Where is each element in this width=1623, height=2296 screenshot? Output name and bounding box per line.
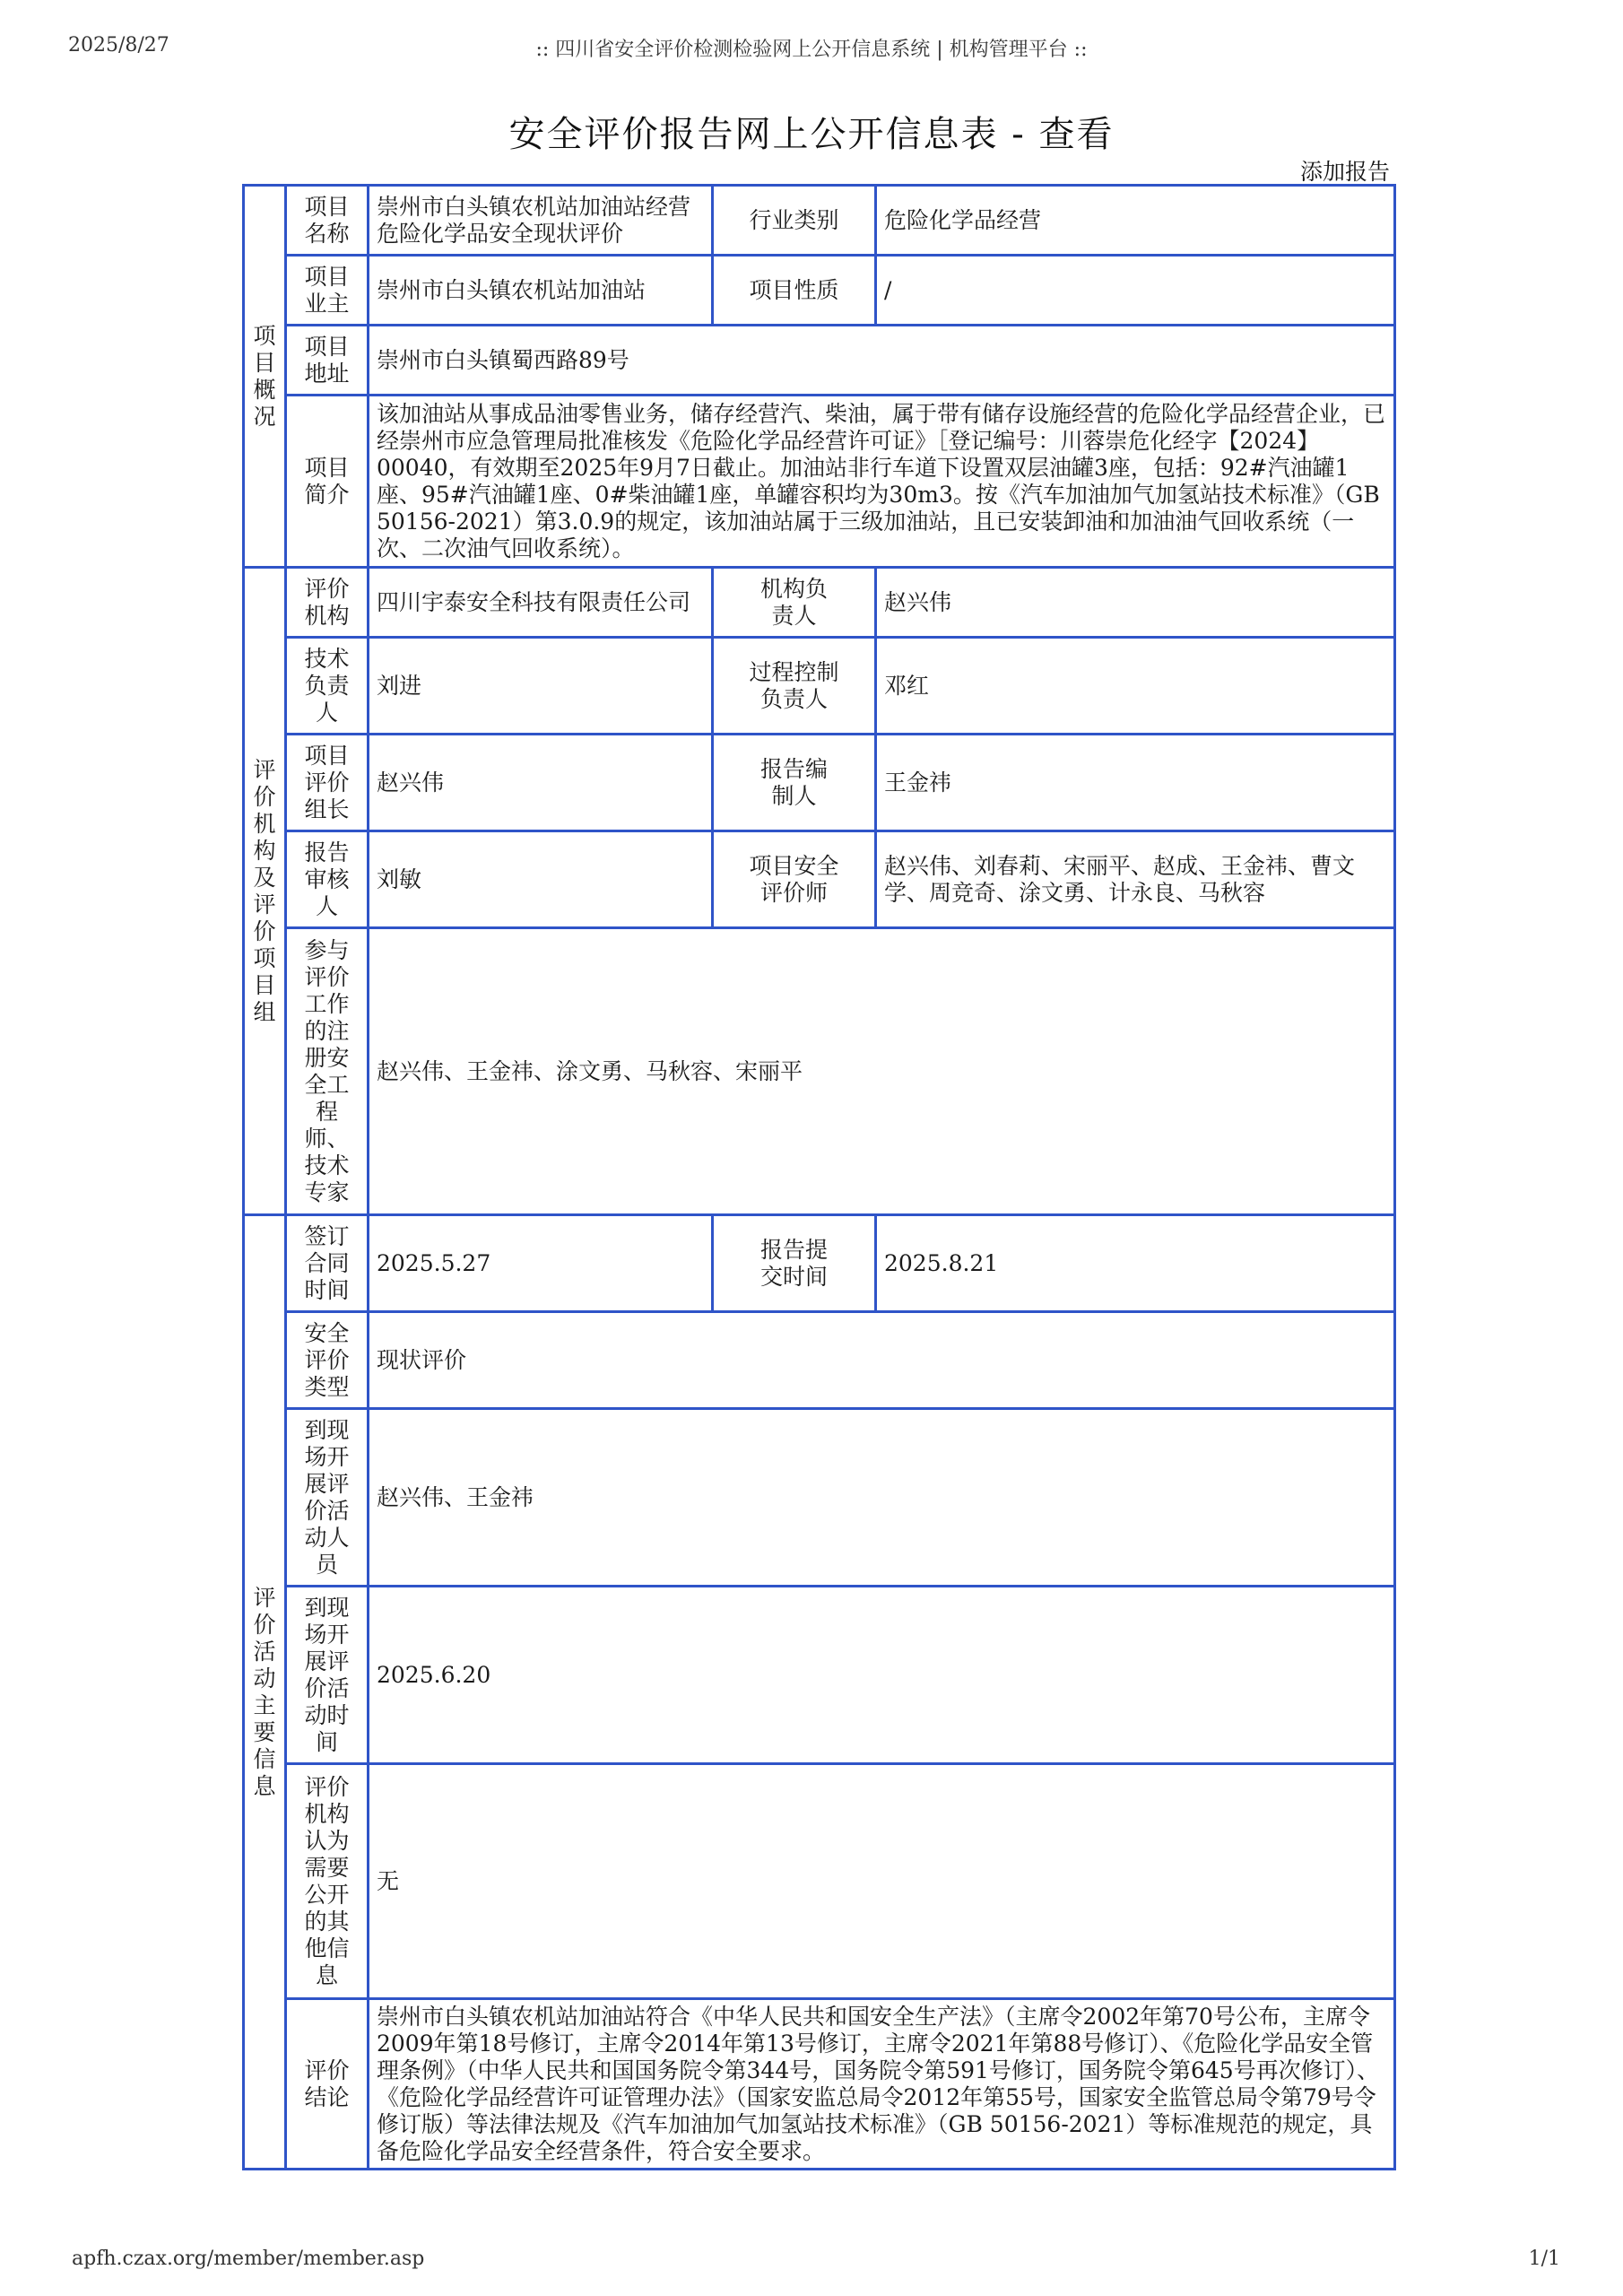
table-row [244, 735, 1395, 831]
table-row [244, 831, 1395, 928]
conclusion-label: 评价结论 [286, 1999, 369, 2170]
page-number: 1/1 [1528, 2248, 1560, 2270]
reviewer-value: 刘敏 [369, 831, 713, 928]
table-row [244, 1215, 1395, 1312]
table-row [244, 256, 1395, 326]
submit-time-label: 报告提交时间 [713, 1215, 876, 1312]
group-label-activity: 评价活动主要信息 [244, 1215, 286, 2170]
project-name-label: 项目名称 [286, 186, 369, 256]
engineers-value: 赵兴伟、王金祎、涂文勇、马秋容、宋丽平 [369, 928, 1395, 1215]
evaluation-type-value: 现状评价 [369, 1312, 1395, 1409]
process-head-value: 邓红 [876, 638, 1395, 735]
contract-time-label: 签订合同时间 [286, 1215, 369, 1312]
contract-time-value: 2025.5.27 [369, 1215, 713, 1312]
tech-head-label: 技术负责人 [286, 638, 369, 735]
add-report-link[interactable]: 添加报告 [1299, 159, 1390, 185]
table-row [244, 1312, 1395, 1409]
table-row [244, 1409, 1395, 1587]
site-people-label: 到现场开展评价活动人员 [286, 1409, 369, 1587]
table-row [244, 928, 1395, 1215]
footer-url: apfh.czax.org/member/member.asp [72, 2248, 425, 2270]
table-row [244, 568, 1395, 638]
group-label-org: 评价机构及评价项目组 [244, 568, 286, 1215]
other-info-value: 无 [369, 1764, 1395, 1999]
table-row [244, 396, 1395, 568]
project-nature-value: / [876, 256, 1395, 326]
team-leader-label: 项目评价组长 [286, 735, 369, 831]
table-row [244, 1764, 1395, 1999]
table-row [244, 1587, 1395, 1764]
agency-head-value: 赵兴伟 [876, 568, 1395, 638]
project-address-value: 崇州市白头镇蜀西路89号 [369, 326, 1395, 396]
submit-time-value: 2025.8.21 [876, 1215, 1395, 1312]
compiler-value: 王金祎 [876, 735, 1395, 831]
print-date: 2025/8/27 [68, 34, 169, 57]
site-time-label: 到现场开展评价活动时间 [286, 1587, 369, 1764]
other-info-label: 评价机构认为需要公开的其他信息 [286, 1764, 369, 1999]
evaluation-type-label: 安全评价类型 [286, 1312, 369, 1409]
agency-label: 评价机构 [286, 568, 369, 638]
agency-value: 四川宇泰安全科技有限责任公司 [369, 568, 713, 638]
project-owner-value: 崇州市白头镇农机站加油站 [369, 256, 713, 326]
table-row [244, 638, 1395, 735]
project-intro-value: 该加油站从事成品油零售业务，储存经营汽、柴油，属于带有储存设施经营的危险化学品经营企业，已经崇州市应急管理局批准核发《危险化学品经营许可证》［登记编号：川蓉崇危化经字【2024】00040，有效期至2025年9月7日截止。加油站非行车道下设置双层油罐3座，包括：92#汽油罐1座、95#汽油罐1座、0#柴油罐1座，单罐容积均为30m3。按《汽车加油加气加氢站技术标准》（GB 50156-2021）第3.0.9的规定，该加油站属于三级加油站，且已安装卸油和加油油气回收系统（一次、二次油气回收系统）。 [369, 396, 1395, 568]
group-label-overview: 项目概况 [244, 186, 286, 568]
project-address-label: 项目地址 [286, 326, 369, 396]
process-head-label: 过程控制负责人 [713, 638, 876, 735]
table-row [244, 1999, 1395, 2170]
assessors-value: 赵兴伟、刘春莉、宋丽平、赵成、王金祎、曹文学、周竞奇、涂文勇、计永良、马秋容 [876, 831, 1395, 928]
project-intro-label: 项目简介 [286, 396, 369, 568]
compiler-label: 报告编制人 [713, 735, 876, 831]
industry-value: 危险化学品经营 [876, 186, 1395, 256]
team-leader-value: 赵兴伟 [369, 735, 713, 831]
page-title: 安全评价报告网上公开信息表 - 查看 [508, 114, 1115, 155]
report-info-table [242, 184, 1396, 2170]
table-row [244, 326, 1395, 396]
tech-head-value: 刘进 [369, 638, 713, 735]
table-row [244, 186, 1395, 256]
conclusion-value: 崇州市白头镇农机站加油站符合《中华人民共和国安全生产法》（主席令2002年第70号公布，主席令2009年第18号修订，主席令2014年第13号修订，主席令2021年第88号修订）、《危险化学品安全管理条例》（中华人民共和国国务院令第344号，国务院令第591号修订，国务院令第645号再次修订）、《危险化学品经营许可证管理办法》（国家安监总局令2012年第55号，国家安全监管总局令第79号令修订版）等法律法规及《汽车加油加气加氢站技术标准》（GB 50156-2021）等标准规范的规定，具备危险化学品安全经营条件，符合安全要求。 [369, 1999, 1395, 2170]
agency-head-label: 机构负责人 [713, 568, 876, 638]
project-nature-label: 项目性质 [713, 256, 876, 326]
engineers-label: 参与评价工作的注册安全工程师、技术专家 [286, 928, 369, 1215]
project-name-value: 崇州市白头镇农机站加油站经营危险化学品安全现状评价 [369, 186, 713, 256]
site-people-value: 赵兴伟、王金祎 [369, 1409, 1395, 1587]
industry-label: 行业类别 [713, 186, 876, 256]
system-title: :: 四川省安全评价检测检验网上公开信息系统 | 机构管理平台 :: [535, 39, 1088, 61]
reviewer-label: 报告审核人 [286, 831, 369, 928]
assessors-label: 项目安全评价师 [713, 831, 876, 928]
project-owner-label: 项目业主 [286, 256, 369, 326]
site-time-value: 2025.6.20 [369, 1587, 1395, 1764]
